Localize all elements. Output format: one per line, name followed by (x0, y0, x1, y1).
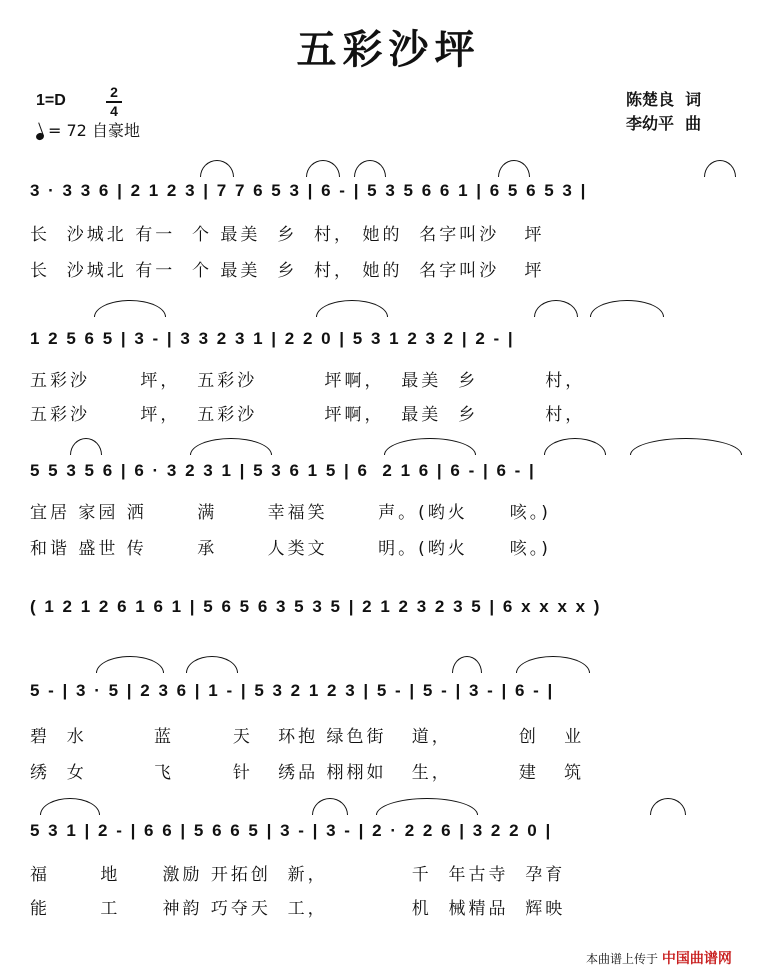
notation-row-1: 3 · 3 3 6 | 2 1 2 3 | 7 7 6 5 3 | 6 - | 5 3 5 6 6 1 | 6 5 6 5 3 | (30, 181, 588, 200)
slur (306, 160, 340, 177)
slur (452, 656, 482, 673)
slur (186, 656, 238, 673)
lyricist: 陈楚良 词 (626, 90, 702, 109)
tempo-text: = 72 自豪地 (48, 121, 140, 140)
quarter-note-icon (35, 132, 45, 141)
lyrics-row-6-verse-1: 福 地 激励 开拓创 新， 千 年古寺 孕育 (30, 865, 566, 885)
slur (534, 300, 578, 317)
slur (190, 438, 272, 455)
slur (316, 300, 388, 317)
lyrics-row-6-verse-2: 能 工 神韵 巧夺天 工， 机 械精品 辉映 (30, 899, 566, 919)
notation-row-2: 1 2 5 6 5 | 3 - | 3 3 2 3 1 | 2 2 0 | 5 3 1 2 3 2 | 2 - | (30, 329, 515, 348)
key-signature: 1=D (36, 92, 66, 109)
slur (630, 438, 742, 455)
composer: 李幼平 曲 (626, 114, 702, 133)
lyrics-row-3-verse-1: 宜居 家园 洒 满 幸福笑 声。(哟火 咳。) (30, 503, 551, 523)
notation-row-4: ( 1 2 1 2 6 1 6 1 | 5 6 5 6 3 5 3 5 | 2 1 2 3 2 3 5 | 6 x x x x ) (30, 597, 602, 616)
slur (498, 160, 530, 177)
slur (200, 160, 234, 177)
lyrics-row-1-verse-2: 长 沙城北 有一 个 最美 乡 村， 她的 名字叫沙 坪 (30, 261, 545, 281)
notation-row-5: 5 - | 3 · 5 | 2 3 6 | 1 - | 5 3 2 1 2 3 | 5 - | 5 - | 3 - | 6 - | (30, 681, 555, 700)
slur (650, 798, 686, 815)
credits (626, 88, 701, 136)
slur (384, 438, 476, 455)
slur (544, 438, 606, 455)
lyrics-row-1-verse-1: 长 沙城北 有一 个 最美 乡 村， 她的 名字叫沙 坪 (30, 225, 545, 245)
slur (94, 300, 166, 317)
song-title: 五彩沙坪 (296, 26, 481, 73)
time-signature (104, 84, 124, 120)
lyrics-row-5-verse-2: 绣 女 飞 针 绣品 栩栩如 生， 建 筑 (30, 763, 585, 783)
slur (354, 160, 386, 177)
slur (516, 656, 590, 673)
time-signature-top: 2 (110, 84, 118, 100)
footer (586, 948, 732, 968)
slur (40, 798, 100, 815)
notation-row-6: 5 3 1 | 2 - | 6 6 | 5 6 6 5 | 3 - | 3 - | 2 · 2 2 6 | 3 2 2 0 | (30, 821, 553, 840)
slur (96, 656, 164, 673)
notation-row-3: 5 5 3 5 6 | 6 · 3 2 3 1 | 5 3 6 1 5 | 6 2 1 6 | 6 - | 6 - | (30, 461, 536, 480)
lyrics-row-2-verse-2: 五彩沙 坪， 五彩沙 坪啊， 最美 乡 村， (30, 405, 586, 425)
slur (376, 798, 478, 815)
slur (590, 300, 664, 317)
tempo-marking (36, 118, 140, 141)
lyrics-row-3-verse-2: 和谐 盛世 传 承 人类文 明。(哟火 咳。) (30, 539, 551, 559)
lyrics-row-2-verse-1: 五彩沙 坪， 五彩沙 坪啊， 最美 乡 村， (30, 371, 586, 391)
lyrics-row-5-verse-1: 碧 水 蓝 天 环抱 绿色街 道， 创 业 (30, 727, 585, 747)
time-signature-bottom: 4 (110, 103, 118, 119)
slur (70, 438, 102, 455)
site-logo: 中国曲谱网 (661, 951, 732, 967)
footer-text: 本曲谱上传于 (586, 952, 659, 966)
slur (312, 798, 348, 815)
slur (704, 160, 736, 177)
